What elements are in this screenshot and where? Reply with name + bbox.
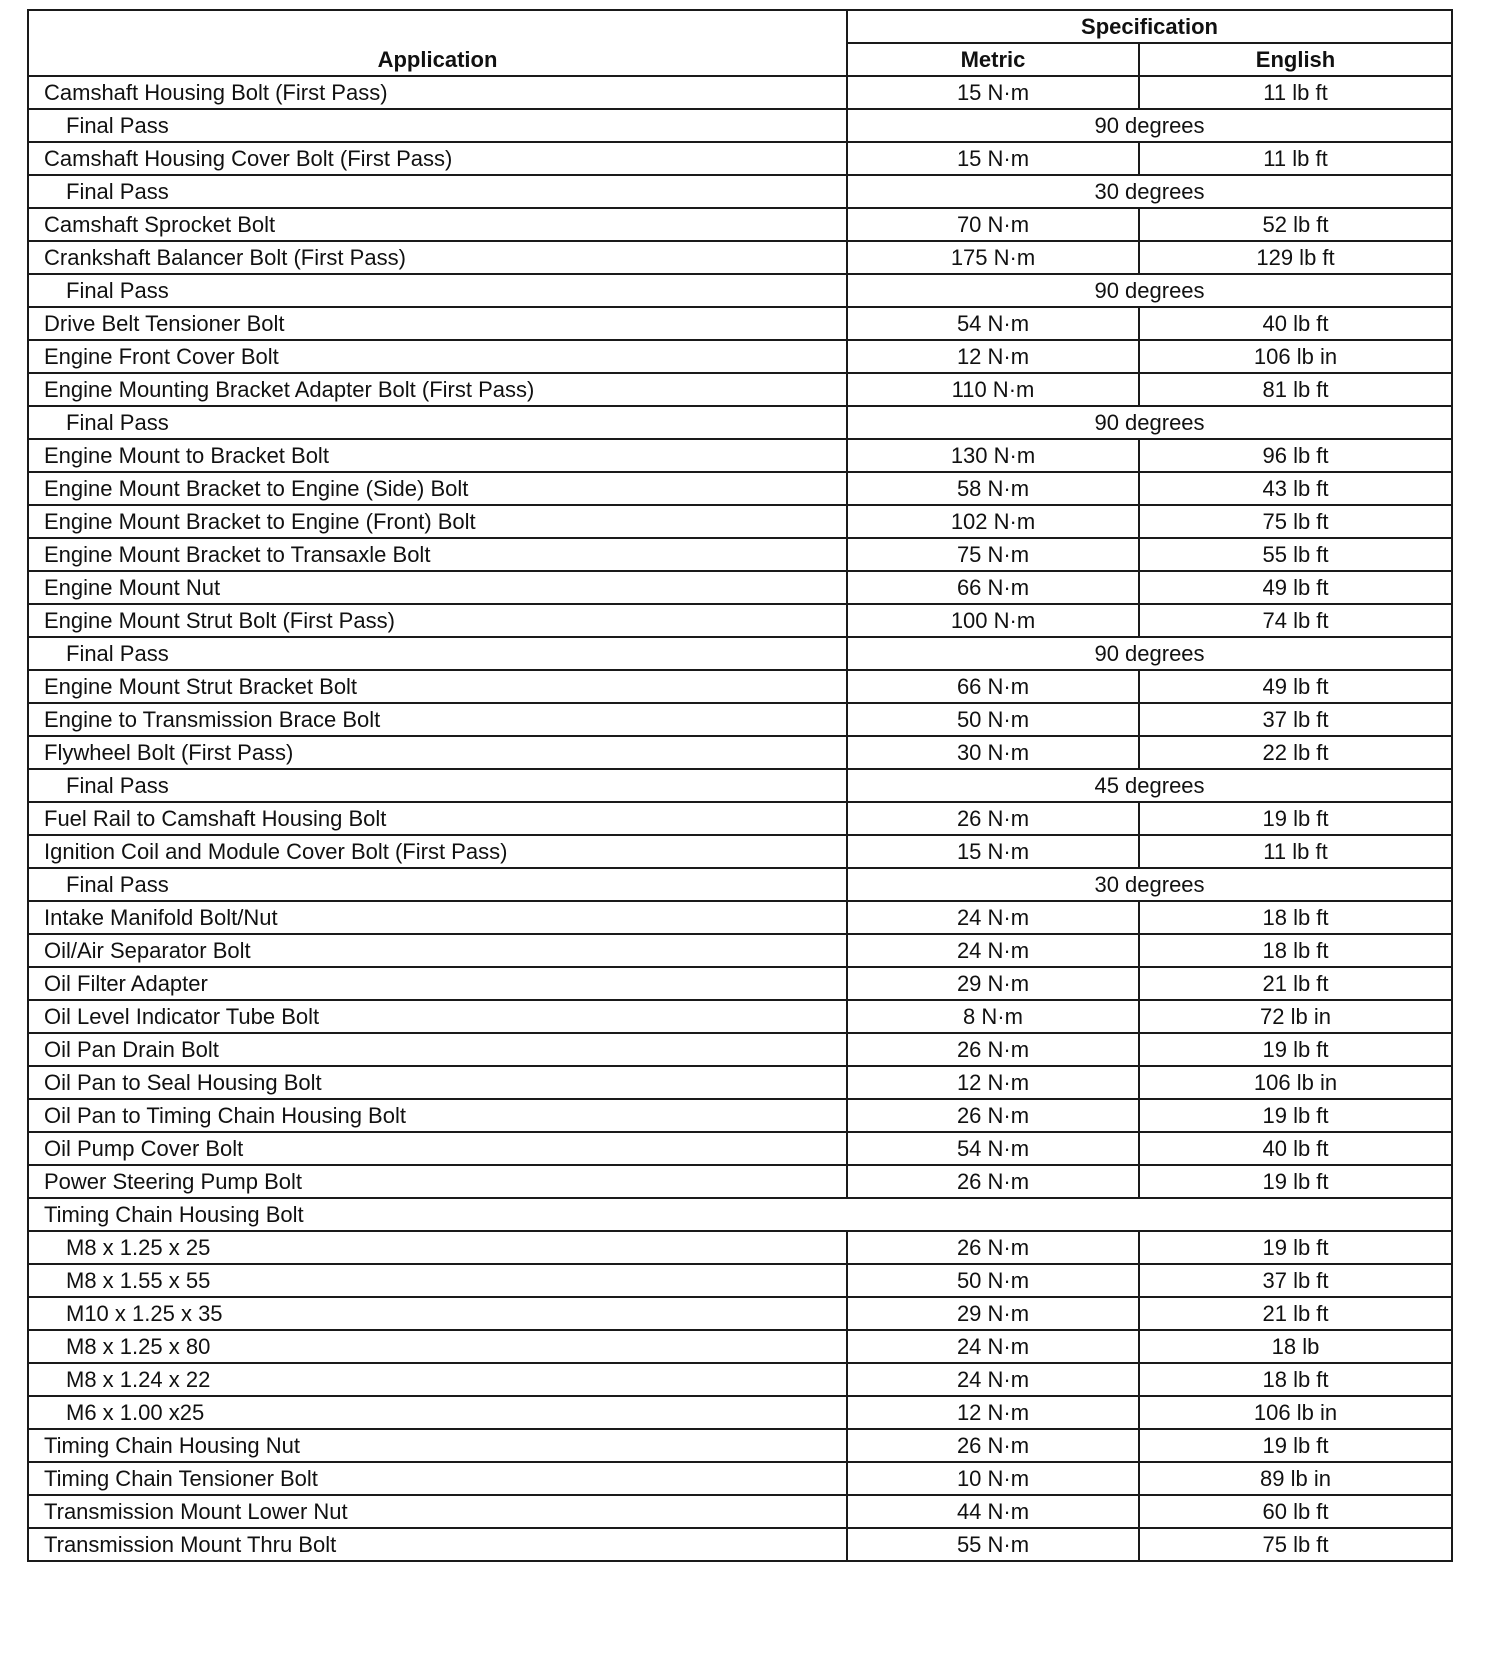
- english-cell: 106 lb in: [1139, 1396, 1452, 1429]
- application-cell: Engine Mount Bracket to Transaxle Bolt: [28, 538, 847, 571]
- application-cell: Engine Mount to Bracket Bolt: [28, 439, 847, 472]
- english-cell: 11 lb ft: [1139, 76, 1452, 109]
- application-cell: Oil Pan to Timing Chain Housing Bolt: [28, 1099, 847, 1132]
- metric-cell: 44 N·m: [847, 1495, 1139, 1528]
- spec-row: [28, 1132, 1452, 1165]
- metric-cell: 70 N·m: [847, 208, 1139, 241]
- final-pass-row: [28, 868, 1452, 901]
- english-cell: 129 lb ft: [1139, 241, 1452, 274]
- angle-spec-cell: 30 degrees: [847, 868, 1452, 901]
- application-cell: M8 x 1.24 x 22: [28, 1363, 847, 1396]
- metric-cell: 12 N·m: [847, 340, 1139, 373]
- sub-spec-row: [28, 1363, 1452, 1396]
- application-cell: Flywheel Bolt (First Pass): [28, 736, 847, 769]
- metric-cell: 15 N·m: [847, 835, 1139, 868]
- metric-cell: 15 N·m: [847, 76, 1139, 109]
- metric-cell: 10 N·m: [847, 1462, 1139, 1495]
- application-cell: Intake Manifold Bolt/Nut: [28, 901, 847, 934]
- metric-cell: 55 N·m: [847, 1528, 1139, 1561]
- spec-row: [28, 505, 1452, 538]
- spec-row: [28, 538, 1452, 571]
- sub-spec-row: [28, 1330, 1452, 1363]
- english-cell: 18 lb ft: [1139, 901, 1452, 934]
- angle-spec-cell: 90 degrees: [847, 274, 1452, 307]
- english-cell: 37 lb ft: [1139, 1264, 1452, 1297]
- spec-row: [28, 1429, 1452, 1462]
- final-pass-row: [28, 109, 1452, 142]
- english-cell: 74 lb ft: [1139, 604, 1452, 637]
- application-cell: Timing Chain Housing Nut: [28, 1429, 847, 1462]
- application-cell: Engine Mount Bracket to Engine (Front) Bolt: [28, 505, 847, 538]
- spec-row: [28, 736, 1452, 769]
- spec-row: [28, 340, 1452, 373]
- application-cell: Oil Pan to Seal Housing Bolt: [28, 1066, 847, 1099]
- english-cell: 89 lb in: [1139, 1462, 1452, 1495]
- application-cell: Engine Mount Nut: [28, 571, 847, 604]
- spec-row: [28, 439, 1452, 472]
- spec-row: [28, 1000, 1452, 1033]
- english-cell: 72 lb in: [1139, 1000, 1452, 1033]
- application-cell: Camshaft Housing Cover Bolt (First Pass): [28, 142, 847, 175]
- spec-row: [28, 670, 1452, 703]
- sub-spec-row: [28, 1297, 1452, 1330]
- specification-header: Specification: [847, 10, 1452, 43]
- spec-row: [28, 142, 1452, 175]
- application-cell: Oil/Air Separator Bolt: [28, 934, 847, 967]
- english-cell: 19 lb ft: [1139, 802, 1452, 835]
- english-cell: 40 lb ft: [1139, 307, 1452, 340]
- english-cell: 37 lb ft: [1139, 703, 1452, 736]
- metric-cell: 24 N·m: [847, 1363, 1139, 1396]
- spec-row: [28, 934, 1452, 967]
- metric-cell: 50 N·m: [847, 703, 1139, 736]
- spec-row: [28, 571, 1452, 604]
- application-cell: M8 x 1.55 x 55: [28, 1264, 847, 1297]
- application-cell: Camshaft Housing Bolt (First Pass): [28, 76, 847, 109]
- torque-spec-table: [27, 9, 1453, 1562]
- application-header: Application: [28, 10, 847, 76]
- metric-cell: 26 N·m: [847, 1429, 1139, 1462]
- metric-cell: 24 N·m: [847, 1330, 1139, 1363]
- english-cell: 40 lb ft: [1139, 1132, 1452, 1165]
- spec-row: [28, 967, 1452, 1000]
- header-row-top: [28, 10, 1452, 43]
- english-cell: 96 lb ft: [1139, 439, 1452, 472]
- application-cell: M8 x 1.25 x 25: [28, 1231, 847, 1264]
- english-cell: 19 lb ft: [1139, 1429, 1452, 1462]
- metric-cell: 26 N·m: [847, 1165, 1139, 1198]
- metric-cell: 66 N·m: [847, 670, 1139, 703]
- english-cell: 75 lb ft: [1139, 505, 1452, 538]
- final-pass-row: [28, 175, 1452, 208]
- application-cell: Engine Mounting Bracket Adapter Bolt (First Pass): [28, 373, 847, 406]
- metric-cell: 15 N·m: [847, 142, 1139, 175]
- application-cell: Transmission Mount Lower Nut: [28, 1495, 847, 1528]
- group-header-row: [28, 1198, 1452, 1231]
- english-cell: 18 lb ft: [1139, 934, 1452, 967]
- english-cell: 49 lb ft: [1139, 571, 1452, 604]
- application-cell: Oil Level Indicator Tube Bolt: [28, 1000, 847, 1033]
- metric-cell: 58 N·m: [847, 472, 1139, 505]
- english-cell: 21 lb ft: [1139, 967, 1452, 1000]
- english-cell: 19 lb ft: [1139, 1099, 1452, 1132]
- spec-row: [28, 1165, 1452, 1198]
- application-cell: Engine Mount Bracket to Engine (Side) Bolt: [28, 472, 847, 505]
- metric-cell: 29 N·m: [847, 967, 1139, 1000]
- metric-cell: 102 N·m: [847, 505, 1139, 538]
- metric-cell: 54 N·m: [847, 1132, 1139, 1165]
- spec-row: [28, 1462, 1452, 1495]
- spec-table-body: [28, 76, 1452, 1561]
- sub-spec-row: [28, 1396, 1452, 1429]
- english-cell: 19 lb ft: [1139, 1165, 1452, 1198]
- angle-spec-cell: 90 degrees: [847, 637, 1452, 670]
- spec-row: [28, 373, 1452, 406]
- spec-row: [28, 802, 1452, 835]
- english-cell: 43 lb ft: [1139, 472, 1452, 505]
- application-cell: Timing Chain Housing Bolt: [28, 1198, 847, 1231]
- final-pass-row: [28, 637, 1452, 670]
- sub-spec-row: [28, 1231, 1452, 1264]
- application-cell: Crankshaft Balancer Bolt (First Pass): [28, 241, 847, 274]
- application-cell: Drive Belt Tensioner Bolt: [28, 307, 847, 340]
- application-cell: Ignition Coil and Module Cover Bolt (First Pass): [28, 835, 847, 868]
- application-cell: Transmission Mount Thru Bolt: [28, 1528, 847, 1561]
- application-cell: Camshaft Sprocket Bolt: [28, 208, 847, 241]
- application-cell: Power Steering Pump Bolt: [28, 1165, 847, 1198]
- application-cell: Final Pass: [28, 637, 847, 670]
- metric-cell: 26 N·m: [847, 1099, 1139, 1132]
- angle-spec-cell: 45 degrees: [847, 769, 1452, 802]
- application-cell: Engine Mount Strut Bolt (First Pass): [28, 604, 847, 637]
- spec-row: [28, 1528, 1452, 1561]
- spec-row: [28, 241, 1452, 274]
- spec-row: [28, 307, 1452, 340]
- english-cell: 21 lb ft: [1139, 1297, 1452, 1330]
- application-cell: M6 x 1.00 x25: [28, 1396, 847, 1429]
- english-cell: 18 lb: [1139, 1330, 1452, 1363]
- metric-cell: 26 N·m: [847, 802, 1139, 835]
- spec-row: [28, 1495, 1452, 1528]
- english-cell: 106 lb in: [1139, 340, 1452, 373]
- metric-cell: 50 N·m: [847, 1264, 1139, 1297]
- english-cell: 75 lb ft: [1139, 1528, 1452, 1561]
- metric-cell: 175 N·m: [847, 241, 1139, 274]
- final-pass-row: [28, 406, 1452, 439]
- english-cell: 18 lb ft: [1139, 1363, 1452, 1396]
- sub-spec-row: [28, 1264, 1452, 1297]
- english-cell: 106 lb in: [1139, 1066, 1452, 1099]
- application-cell: Final Pass: [28, 868, 847, 901]
- english-cell: 22 lb ft: [1139, 736, 1452, 769]
- metric-cell: 29 N·m: [847, 1297, 1139, 1330]
- metric-cell: 26 N·m: [847, 1231, 1139, 1264]
- final-pass-row: [28, 274, 1452, 307]
- english-cell: 11 lb ft: [1139, 835, 1452, 868]
- english-cell: 19 lb ft: [1139, 1033, 1452, 1066]
- metric-cell: 24 N·m: [847, 934, 1139, 967]
- metric-cell: 8 N·m: [847, 1000, 1139, 1033]
- metric-cell: 110 N·m: [847, 373, 1139, 406]
- spec-row: [28, 1066, 1452, 1099]
- application-cell: Oil Pump Cover Bolt: [28, 1132, 847, 1165]
- application-cell: Engine to Transmission Brace Bolt: [28, 703, 847, 736]
- metric-cell: 12 N·m: [847, 1396, 1139, 1429]
- spec-row: [28, 472, 1452, 505]
- english-cell: 11 lb ft: [1139, 142, 1452, 175]
- metric-cell: 75 N·m: [847, 538, 1139, 571]
- application-cell: Final Pass: [28, 406, 847, 439]
- application-cell: Oil Filter Adapter: [28, 967, 847, 1000]
- spec-row: [28, 703, 1452, 736]
- angle-spec-cell: 90 degrees: [847, 109, 1452, 142]
- application-cell: M10 x 1.25 x 35: [28, 1297, 847, 1330]
- spec-row: [28, 835, 1452, 868]
- metric-cell: 26 N·m: [847, 1033, 1139, 1066]
- spec-row: [28, 901, 1452, 934]
- application-cell: Final Pass: [28, 769, 847, 802]
- application-cell: Engine Mount Strut Bracket Bolt: [28, 670, 847, 703]
- application-cell: Final Pass: [28, 109, 847, 142]
- application-cell: Fuel Rail to Camshaft Housing Bolt: [28, 802, 847, 835]
- final-pass-row: [28, 769, 1452, 802]
- spec-row: [28, 604, 1452, 637]
- metric-cell: 130 N·m: [847, 439, 1139, 472]
- metric-cell: 12 N·m: [847, 1066, 1139, 1099]
- spec-row: [28, 1033, 1452, 1066]
- spec-row: [28, 76, 1452, 109]
- english-cell: 52 lb ft: [1139, 208, 1452, 241]
- metric-cell: 30 N·m: [847, 736, 1139, 769]
- english-cell: 55 lb ft: [1139, 538, 1452, 571]
- application-cell: Oil Pan Drain Bolt: [28, 1033, 847, 1066]
- application-cell: Engine Front Cover Bolt: [28, 340, 847, 373]
- metric-cell: 54 N·m: [847, 307, 1139, 340]
- metric-header: Metric: [847, 43, 1139, 76]
- application-cell: M8 x 1.25 x 80: [28, 1330, 847, 1363]
- english-header: English: [1139, 43, 1452, 76]
- angle-spec-cell: 30 degrees: [847, 175, 1452, 208]
- empty-spec-cell: [847, 1198, 1452, 1231]
- metric-cell: 24 N·m: [847, 901, 1139, 934]
- spec-row: [28, 208, 1452, 241]
- metric-cell: 66 N·m: [847, 571, 1139, 604]
- angle-spec-cell: 90 degrees: [847, 406, 1452, 439]
- application-cell: Final Pass: [28, 274, 847, 307]
- english-cell: 19 lb ft: [1139, 1231, 1452, 1264]
- english-cell: 60 lb ft: [1139, 1495, 1452, 1528]
- spec-row: [28, 1099, 1452, 1132]
- metric-cell: 100 N·m: [847, 604, 1139, 637]
- application-cell: Final Pass: [28, 175, 847, 208]
- english-cell: 81 lb ft: [1139, 373, 1452, 406]
- application-cell: Timing Chain Tensioner Bolt: [28, 1462, 847, 1495]
- english-cell: 49 lb ft: [1139, 670, 1452, 703]
